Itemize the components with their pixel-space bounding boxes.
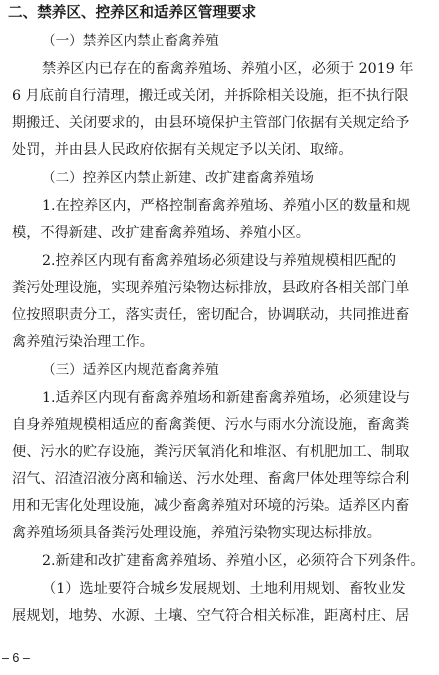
text-line: 禁养区内已存在的畜禽养殖场、养殖小区，必须于 2019 年 [42, 61, 414, 77]
text-line: 位按照职责分工，落实责任，密切配合，协调联动，共同推进畜 [12, 307, 410, 323]
section-heading: 二、禁养区、控养区和适养区管理要求 [8, 4, 257, 21]
text-line: 禽养殖污染治理工作。 [12, 334, 154, 350]
text-line: 模，不得新建、改扩建畜禽养殖场、养殖小区。 [12, 225, 310, 241]
text-line: 用和无害化处理设施，减少畜禽养殖对环境的污染。适养区内畜 [12, 498, 410, 514]
text-line: 1.适养区内现有畜禽养殖场和新建畜禽养殖场，必须建设与 [42, 390, 411, 406]
text-line: 处罚，并由县人民政府依据有关规定予以关闭、取缔。 [12, 142, 353, 158]
text-line: 2.新建和改扩建畜禽养殖场、养殖小区，必须符合下列条件。 [42, 553, 425, 569]
text-line: 展规划，地势、水源、土壤、空气符合相关标准，距离村庄、居 [12, 608, 410, 624]
text-line: 1.在控养区内，严格控制畜禽养殖场、养殖小区的数量和规 [42, 198, 411, 214]
text-line: 便、污水的贮存设施，粪污厌氧消化和堆沤、有机肥加工、制取 [12, 444, 410, 460]
page-number: – 6 – [2, 651, 30, 665]
subheading-1: （一）禁养区内禁止畜禽养殖 [42, 33, 219, 49]
text-line: 沼气、沼渣沼液分离和输送、污水处理、畜禽尸体处理等综合利 [12, 471, 410, 487]
text-line: 粪污处理设施，实现养殖污染物达标排放，县政府各相关部门单 [12, 280, 410, 296]
text-line: 6 月底前自行清理，搬迁或关闭，并拆除相关设施，拒不执行限 [12, 88, 409, 104]
text-line: 自身养殖规模相适应的畜禽粪便、污水与雨水分流设施，畜禽粪 [12, 417, 410, 433]
subheading-2: （二）控养区内禁止新建、改扩建畜禽养殖场 [42, 170, 314, 186]
subheading-3: （三）适养区内规范畜禽养殖 [42, 362, 219, 378]
text-line: 期搬迁、关闭要求的，由县环境保护主管部门依据有关规定给予 [12, 115, 410, 131]
text-line: 2.控养区内现有畜禽养殖场必须建设与养殖规模相匹配的 [42, 253, 397, 269]
text-line: 禽养殖场须具备粪污处理设施，养殖污染物实现达标排放。 [12, 525, 381, 541]
text-line: （1）选址要符合城乡发展规划、土地利用规划、畜牧业发 [42, 581, 406, 597]
